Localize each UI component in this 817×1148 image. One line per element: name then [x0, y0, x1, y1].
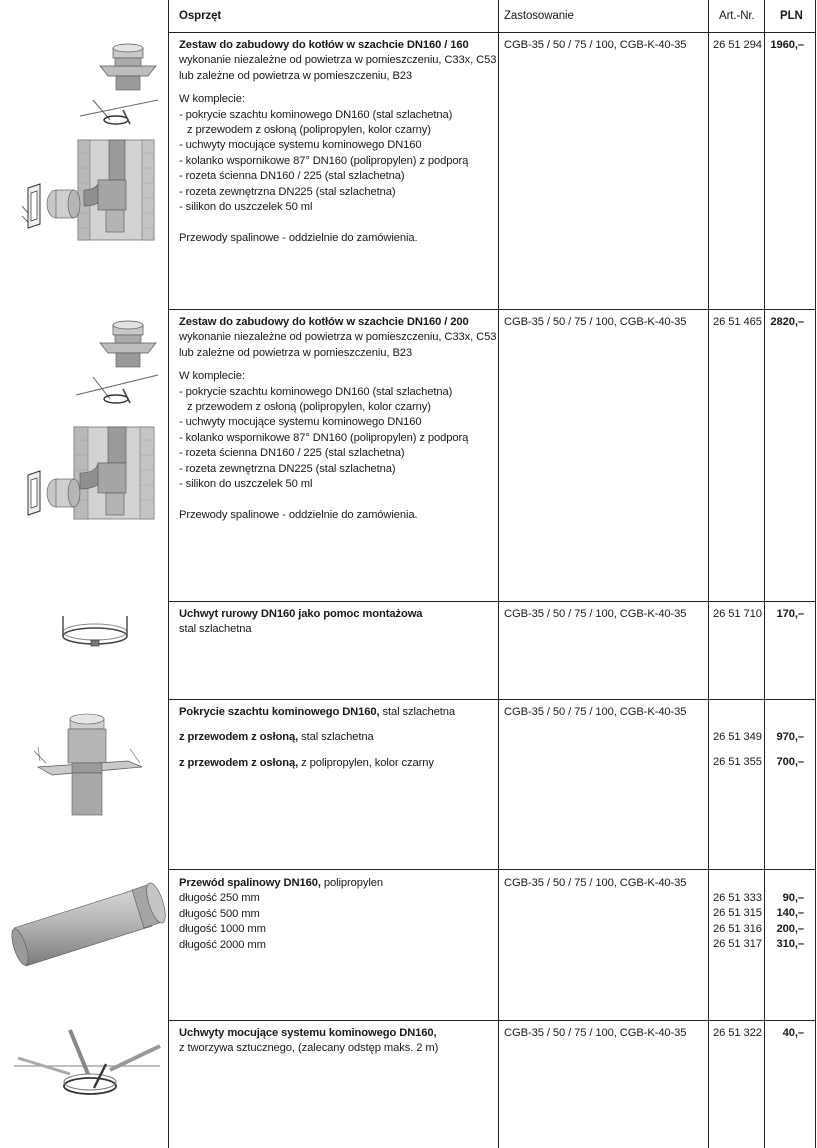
shaft-kit-160-illustration: [18, 38, 166, 248]
price: 200,–: [776, 922, 804, 935]
price: 170,–: [776, 608, 804, 620]
flue-pipe-illustration: [8, 878, 168, 968]
product-row-5: [179, 876, 499, 953]
art-number: 26 51 333: [713, 892, 762, 904]
col-divider: [764, 0, 765, 1148]
fixing-brackets-illustration: [10, 1026, 165, 1116]
header-usage: Zastosowanie: [504, 10, 574, 22]
product-row-3: [179, 607, 499, 638]
price: 700,–: [776, 756, 804, 768]
set-item: - rozeta zewnętrzna DN225 (stal szlachetna): [179, 462, 396, 475]
usage-cell: CGB-35 / 50 / 75 / 100, CGB-K-40-35: [504, 316, 687, 328]
header-art-nr: Art.-Nr.: [719, 10, 755, 22]
art-number: 26 51 294: [713, 39, 762, 51]
set-item: - kolanko wspornikowe 87° DN160 (polipropylen) z podporą: [179, 154, 469, 167]
variant-desc: z polipropylen, kolor czarny: [298, 756, 434, 769]
col-divider: [815, 0, 816, 1148]
set-item: - pokrycie szachtu kominowego DN160 (stal szlachetna): [179, 385, 453, 398]
price: 140,–: [776, 907, 804, 920]
row-divider: [168, 309, 816, 310]
price-list: [766, 891, 804, 953]
usage-cell: CGB-35 / 50 / 75 / 100, CGB-K-40-35: [504, 39, 687, 51]
product-title: Zestaw do zabudowy do kotłów w szachcie DN160 / 160: [179, 39, 469, 51]
product-title: Uchwyt rurowy DN160 jako pomoc montażowa: [179, 608, 423, 620]
usage-cell: CGB-35 / 50 / 75 / 100, CGB-K-40-35: [504, 1027, 687, 1039]
art-number: 26 51 316: [713, 922, 762, 935]
price: 310,–: [776, 938, 804, 951]
set-heading: W komplecie:: [179, 93, 245, 106]
usage-cell: CGB-35 / 50 / 75 / 100, CGB-K-40-35: [504, 877, 687, 889]
product-row-2: [179, 315, 499, 524]
product-title: Zestaw do zabudowy do kotłów w szachcie DN160 / 200: [179, 316, 469, 328]
art-number: 26 51 710: [713, 608, 762, 620]
product-desc: wykonanie niezależne od powietrza w pomieszczeniu, C33x, C53: [179, 54, 497, 67]
pipe-clamp-illustration: [55, 610, 135, 654]
col-divider: [168, 0, 169, 1148]
length-label: długość 250 mm: [179, 892, 260, 905]
product-desc: z tworzywa sztucznego, (zalecany odstęp maks. 2 m): [179, 1042, 439, 1055]
art-number-list: [713, 891, 762, 953]
product-row-6: [179, 1026, 499, 1057]
header-price: PLN: [780, 10, 803, 22]
variant-desc: stal szlachetna: [298, 731, 374, 744]
art-number: 26 51 315: [713, 907, 762, 920]
set-item: z przewodem z osłoną (polipropylen, kolor czarny): [187, 401, 431, 414]
length-label: długość 1000 mm: [179, 923, 266, 936]
length-label: długość 2000 mm: [179, 938, 266, 951]
price: 2820,–: [770, 316, 804, 328]
product-row-4: [179, 705, 499, 771]
set-item: - rozeta ścienna DN160 / 225 (stal szlachetna): [179, 170, 405, 183]
set-item: - uchwyty mocujące systemu kominowego DN160: [179, 416, 422, 429]
set-item: - kolanko wspornikowe 87° DN160 (polipropylen) z podporą: [179, 431, 469, 444]
row-divider: [168, 601, 816, 602]
set-item: - uchwyty mocujące systemu kominowego DN160: [179, 139, 422, 152]
row-divider: [168, 32, 816, 33]
product-title: Uchwyty mocujące systemu kominowego DN160,: [179, 1027, 437, 1039]
set-item: - silikon do uszczelek 50 ml: [179, 478, 313, 491]
variant-label: z przewodem z osłoną,: [179, 731, 299, 744]
product-desc: lub zależne od powietrza w pomieszczeniu, B23: [179, 69, 413, 82]
col-divider: [708, 0, 709, 1148]
set-item: - silikon do uszczelek 50 ml: [179, 201, 313, 214]
art-number: 26 51 465: [713, 316, 762, 328]
variant-label: z przewodem z osłoną,: [179, 756, 299, 769]
product-row-1: [179, 38, 499, 247]
shaft-kit-200-illustration: [18, 315, 166, 525]
art-number: 26 51 355: [713, 756, 762, 768]
set-heading: W komplecie:: [179, 370, 245, 383]
product-title: Pokrycie szachtu kominowego DN160,: [179, 706, 380, 718]
price: 40,–: [782, 1027, 804, 1039]
usage-cell: CGB-35 / 50 / 75 / 100, CGB-K-40-35: [504, 706, 687, 718]
product-desc: lub zależne od powietrza w pomieszczeniu, B23: [179, 346, 413, 359]
product-note: Przewody spalinowe - oddzielnie do zamówienia.: [179, 509, 418, 522]
set-item: - pokrycie szachtu kominowego DN160 (stal szlachetna): [179, 108, 453, 121]
shaft-cover-illustration: [30, 705, 150, 820]
product-title-rest: stal szlachetna: [379, 706, 456, 718]
price: 1960,–: [770, 39, 804, 51]
price: 90,–: [782, 892, 804, 904]
price: 970,–: [776, 731, 804, 743]
row-divider: [168, 699, 816, 700]
set-item: - rozeta zewnętrzna DN225 (stal szlachetna): [179, 185, 396, 198]
product-title-rest: polipropylen: [320, 877, 383, 889]
product-note: Przewody spalinowe - oddzielnie do zamówienia.: [179, 232, 418, 245]
set-item: z przewodem z osłoną (polipropylen, kolor czarny): [187, 124, 431, 137]
row-divider: [168, 869, 816, 870]
art-number: 26 51 322: [713, 1027, 762, 1039]
art-number: 26 51 349: [713, 731, 762, 743]
usage-cell: CGB-35 / 50 / 75 / 100, CGB-K-40-35: [504, 608, 687, 620]
set-item: - rozeta ścienna DN160 / 225 (stal szlachetna): [179, 447, 405, 460]
product-desc: wykonanie niezależne od powietrza w pomieszczeniu, C33x, C53: [179, 331, 497, 344]
header-accessory: Osprzęt: [179, 10, 222, 22]
length-label: długość 500 mm: [179, 907, 260, 920]
art-number: 26 51 317: [713, 938, 762, 951]
product-desc: stal szlachetna: [179, 623, 252, 636]
row-divider: [168, 1020, 816, 1021]
product-title: Przewód spalinowy DN160,: [179, 877, 321, 889]
